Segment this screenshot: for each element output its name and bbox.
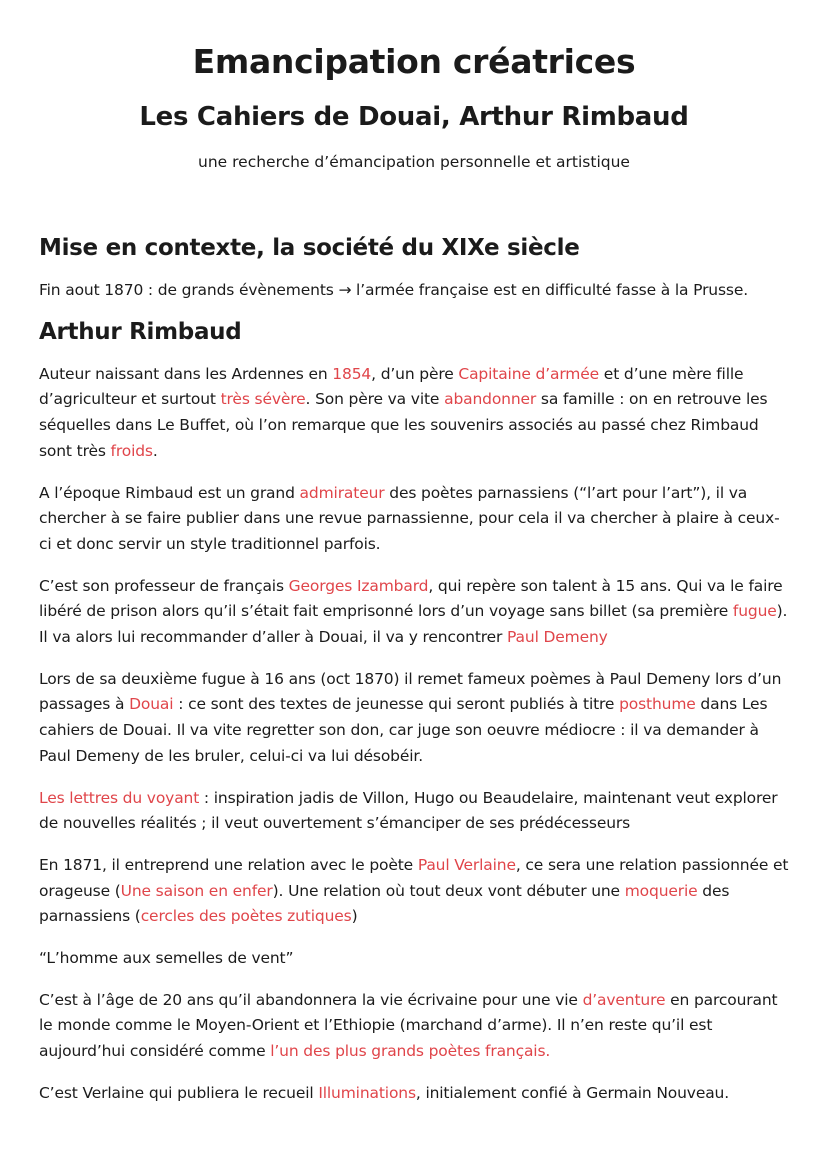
- paragraph-lettres-voyant: [39, 786, 789, 837]
- paragraph-douai: [39, 667, 789, 770]
- text-segment: En 1871, il entreprend une relation avec le poète: [39, 855, 418, 874]
- highlighted-term: Les lettres du voyant: [39, 788, 200, 807]
- paragraph-quote: [39, 946, 789, 972]
- text-segment: ). Il va alors lui recommander d’aller à Douai, il va y rencontrer: [39, 602, 788, 647]
- highlighted-term: Illuminations: [318, 1083, 416, 1102]
- text-segment: des parnassiens (: [39, 881, 730, 926]
- paragraph-birth: [39, 362, 789, 465]
- highlighted-term: Georges Izambard: [288, 576, 429, 595]
- text-segment: : ce sont des textes de jeunesse qui seront publiés à titre: [173, 695, 620, 714]
- text-segment: C’est à l’âge de 20 ans qu’il abandonnera la vie écrivaine pour une vie: [39, 990, 583, 1009]
- paragraph-verlaine: [39, 853, 789, 930]
- text-segment: des poètes parnassiens (“l’art pour l’art”), il va chercher à se faire publier dans une revue parnassienne, pour cela il va chercher à plaire à ceux-ci et donc servir un style traditionnel parfois.: [39, 483, 780, 553]
- highlighted-term: froids: [110, 441, 153, 460]
- text-segment: en parcourant le monde comme le Moyen-Orient et l’Ethiopie (marchand d’arme). Il n’en reste qu’il est aujourd’hui considéré comme: [39, 990, 778, 1061]
- text-segment: , initialement confié à Germain Nouveau.: [415, 1083, 730, 1102]
- text-segment: Lors de sa deuxième fugue à 16 ans (oct 1870) il remet fameux poèmes à Paul Demeny lors d’un passages à: [39, 669, 782, 714]
- text-segment: ). Une relation où tout deux vont débuter une: [272, 881, 625, 900]
- highlighted-term: très sévère: [220, 390, 306, 409]
- paragraph-illuminations: [39, 1081, 789, 1107]
- text-segment: , ce sera une relation passionnée et orageuse (: [39, 855, 789, 900]
- text-segment: . Son père va vite: [305, 390, 445, 409]
- text-segment: C’est son professeur de français: [39, 576, 289, 595]
- text-segment: C’est Verlaine qui publiera le recueil: [39, 1083, 319, 1102]
- paragraph-aventure: [39, 988, 789, 1065]
- highlighted-term: Paul Verlaine: [417, 855, 516, 874]
- text-segment: A l’époque Rimbaud est un grand: [39, 483, 300, 502]
- highlighted-term: cercles des poètes zutiques: [140, 907, 352, 926]
- paragraph-izambard: [39, 574, 789, 651]
- highlighted-term: Paul Demeny: [507, 628, 608, 647]
- page-subtitle: Les Cahiers de Douai, Arthur Rimbaud: [139, 102, 689, 132]
- highlighted-term: posthume: [619, 695, 696, 714]
- highlighted-term: admirateur: [299, 483, 385, 502]
- text-segment: sa famille : on en retrouve les séquelles dans Le Buffet, où l’on remarque que les souvenirs associés au passé chez Rimbaud sont très: [39, 390, 768, 460]
- highlighted-term: Une saison en enfer: [120, 881, 273, 900]
- highlighted-term: Douai: [129, 695, 174, 714]
- text-segment: ): [351, 907, 358, 926]
- text-segment: dans Les cahiers de Douai. Il va vite regretter son don, car juge son oeuvre médiocre : il va demander à Paul Demeny de les bruler, celui-ci va lui désobéir.: [39, 695, 768, 765]
- text-segment: .: [152, 441, 158, 460]
- highlighted-term: l’un des plus grands poètes français.: [270, 1042, 551, 1061]
- text-segment: “L’homme aux semelles de vent”: [39, 949, 294, 968]
- text-segment: : inspiration jadis de Villon, Hugo ou Beaudelaire, maintenant veut explorer de nouvelles réalités ; il veut ouvertement s’émanciper de ses prédécesseurs: [39, 788, 778, 833]
- highlighted-term: fugue: [732, 602, 777, 621]
- page-title: Emancipation créatrices: [192, 42, 636, 81]
- rimbaud-paragraphs: [39, 362, 789, 1107]
- section-heading-rimbaud: Arthur Rimbaud: [39, 318, 242, 345]
- text-segment: Auteur naissant dans les Ardennes en: [39, 364, 333, 383]
- highlighted-term: d’aventure: [582, 990, 666, 1009]
- section-heading-context: Mise en contexte, la société du XIXe siècle: [39, 235, 580, 261]
- highlighted-term: Capitaine d’armée: [458, 364, 600, 383]
- page-tagline: une recherche d’émancipation personnelle et artistique: [198, 153, 630, 171]
- text-segment: et d’une mère fille d’agriculteur et surtout: [39, 364, 744, 409]
- context-paragraph: Fin aout 1870 : de grands évènements → l’armée française est en difficulté fasse à la Prusse.: [39, 281, 748, 299]
- highlighted-term: abandonner: [444, 390, 537, 409]
- text-segment: , d’un père: [371, 364, 459, 383]
- paragraph-parnassiens: [39, 481, 789, 558]
- highlighted-term: 1854: [332, 364, 372, 383]
- highlighted-term: moquerie: [624, 881, 698, 900]
- text-segment: , qui repère son talent à 15 ans. Qui va le faire libéré de prison alors qu’il s’était fait emprisonné lors d’un voyage sans billet (sa première: [39, 576, 783, 621]
